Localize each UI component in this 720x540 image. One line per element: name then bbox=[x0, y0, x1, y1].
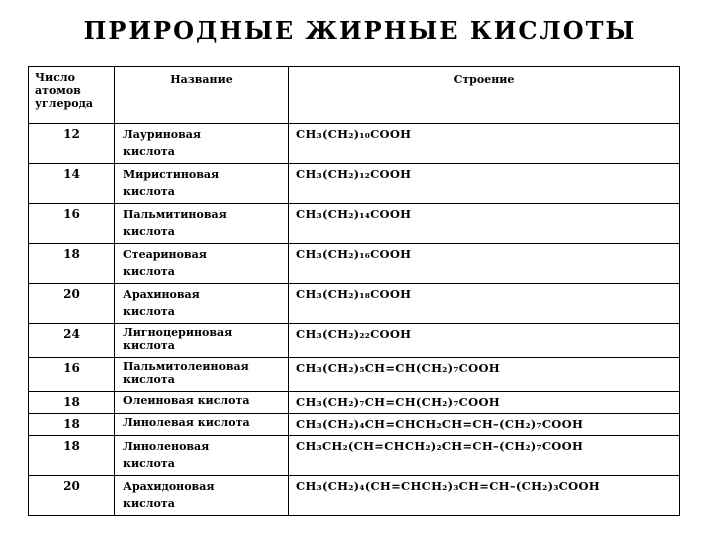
table-row bbox=[29, 204, 680, 244]
acid-name-line1: Линолевая кислота bbox=[123, 416, 250, 429]
acid-name-line1: Олеиновая кислота bbox=[123, 394, 250, 407]
table-row bbox=[29, 358, 680, 392]
carbon-count-cell: 18 bbox=[29, 392, 115, 414]
acid-name-line2: кислота bbox=[123, 305, 175, 318]
acid-name-cell bbox=[115, 476, 289, 516]
acid-name-line1: Пальмитиновая bbox=[123, 208, 227, 221]
carbon-count-cell: 20 bbox=[29, 284, 115, 324]
acid-name-cell bbox=[115, 164, 289, 204]
acid-name-cell bbox=[115, 284, 289, 324]
structure-formula-cell: CH₃(CH₂)₁₈COOH bbox=[289, 284, 680, 324]
carbon-count-cell: 14 bbox=[29, 164, 115, 204]
acid-name-cell bbox=[115, 392, 289, 414]
carbon-count-cell: 18 bbox=[29, 414, 115, 436]
table-row bbox=[29, 284, 680, 324]
acid-name-cell bbox=[115, 358, 289, 392]
header-name: Название bbox=[115, 67, 289, 124]
acid-name-line1: Миристиновая bbox=[123, 168, 220, 181]
header-carbon-count: Число атомов углерода bbox=[29, 67, 115, 124]
acid-name-cell bbox=[115, 436, 289, 476]
acid-name-line2: кислота bbox=[123, 225, 175, 238]
acid-name-line1: Стеариновая bbox=[123, 248, 207, 261]
structure-formula-cell: CH₃(CH₂)₄(CH=CHCH₂)₃CH=CH–(CH₂)₃COOH bbox=[289, 476, 680, 516]
carbon-count-cell: 12 bbox=[29, 124, 115, 164]
acid-name-line2: кислота bbox=[123, 497, 175, 510]
table-row bbox=[29, 392, 680, 414]
acid-name-line2: кислота bbox=[123, 265, 175, 278]
header-structure: Строение bbox=[289, 67, 680, 124]
structure-formula-cell: CH₃(CH₂)₁₀COOH bbox=[289, 124, 680, 164]
structure-formula-cell: CH₃(CH₂)₁₂COOH bbox=[289, 164, 680, 204]
acid-name-line1: Арахидоновая bbox=[123, 480, 215, 493]
table-row bbox=[29, 244, 680, 284]
carbon-count-cell: 18 bbox=[29, 436, 115, 476]
acid-name-line2: кислота bbox=[123, 373, 175, 386]
acid-name-line1: Лауриновая bbox=[123, 128, 202, 141]
carbon-count-cell: 16 bbox=[29, 358, 115, 392]
table-row bbox=[29, 164, 680, 204]
structure-formula-cell: CH₃(CH₂)₅CH=CH(CH₂)₇COOH bbox=[289, 358, 680, 392]
acid-name-cell bbox=[115, 244, 289, 284]
acid-name-cell bbox=[115, 414, 289, 436]
acid-name-line2: кислота bbox=[123, 185, 175, 198]
fatty-acids-table bbox=[28, 66, 680, 516]
structure-formula-cell: CH₃(CH₂)₁₆COOH bbox=[289, 244, 680, 284]
carbon-count-cell: 18 bbox=[29, 244, 115, 284]
acid-name-cell bbox=[115, 324, 289, 358]
acid-name-cell bbox=[115, 124, 289, 164]
acid-name-line2: кислота bbox=[123, 457, 175, 470]
table-row bbox=[29, 476, 680, 516]
acid-name-line1: Лигноцериновая bbox=[123, 326, 233, 339]
acid-name-cell bbox=[115, 204, 289, 244]
structure-formula-cell: CH₃(CH₂)₁₄COOH bbox=[289, 204, 680, 244]
table-row bbox=[29, 324, 680, 358]
acid-name-line1: Арахиновая bbox=[123, 288, 200, 301]
table-row bbox=[29, 124, 680, 164]
table-row bbox=[29, 414, 680, 436]
carbon-count-cell: 24 bbox=[29, 324, 115, 358]
table-header-row bbox=[29, 67, 680, 124]
carbon-count-cell: 16 bbox=[29, 204, 115, 244]
structure-formula-cell: CH₃(CH₂)₇CH=CH(CH₂)₇COOH bbox=[289, 392, 680, 414]
structure-formula-cell: CH₃CH₂(CH=CHCH₂)₂CH=CH–(CH₂)₇COOH bbox=[289, 436, 680, 476]
acid-name-line2: кислота bbox=[123, 339, 175, 352]
carbon-count-cell: 20 bbox=[29, 476, 115, 516]
structure-formula-cell: CH₃(CH₂)₄CH=CHCH₂CH=CH–(CH₂)₇COOH bbox=[289, 414, 680, 436]
structure-formula-cell: CH₃(CH₂)₂₂COOH bbox=[289, 324, 680, 358]
acid-name-line2: кислота bbox=[123, 145, 175, 158]
page-title: ПРИРОДНЫЕ ЖИРНЫЕ КИСЛОТЫ bbox=[83, 16, 637, 45]
table-row bbox=[29, 436, 680, 476]
acid-name-line1: Пальмитолеиновая bbox=[123, 360, 249, 373]
acid-name-line1: Линоленовая bbox=[123, 440, 210, 453]
